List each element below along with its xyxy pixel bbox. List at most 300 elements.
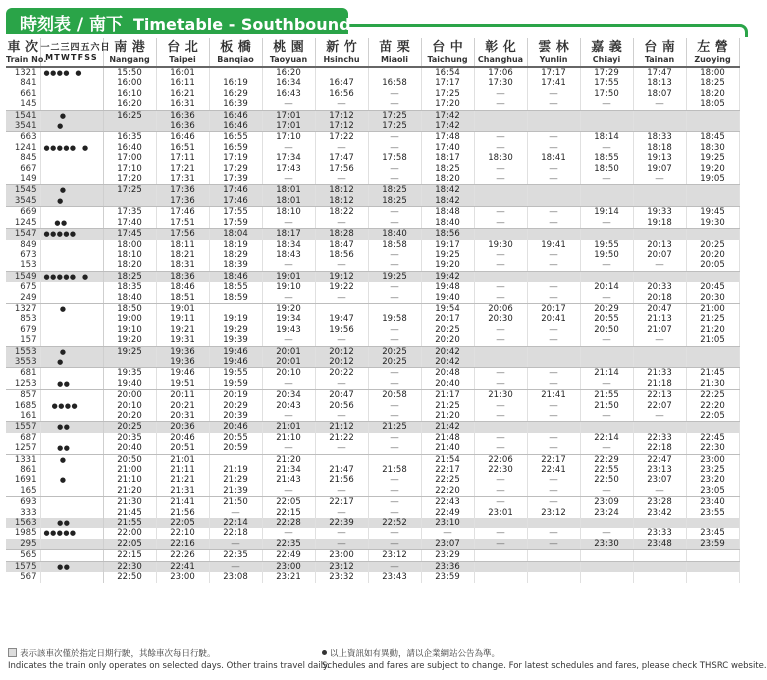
time-cell: 23:01 [474, 508, 527, 518]
time-cell: — [474, 132, 527, 143]
time-cell: 19:25 [368, 271, 421, 282]
time-cell: 17:39 [209, 174, 262, 185]
time-cell: 17:46 [209, 185, 262, 196]
operating-days: ●● [40, 561, 103, 572]
time-cell: 21:25 [368, 422, 421, 433]
train-number: 681 [6, 368, 40, 379]
time-cell: 18:46 [156, 282, 209, 292]
table-row [6, 260, 739, 271]
time-cell: — [474, 293, 527, 304]
train-number: 157 [6, 335, 40, 346]
time-cell: 18:56 [421, 229, 474, 240]
time-cell: 19:00 [103, 314, 156, 324]
train-number: 295 [6, 539, 40, 550]
time-cell: 19:41 [527, 240, 580, 250]
train-number: 849 [6, 240, 40, 250]
time-cell: 23:55 [686, 508, 739, 518]
time-cell: — [262, 260, 315, 271]
time-cell: 22:10 [156, 528, 209, 538]
time-cell: 16:20 [262, 67, 315, 78]
time-cell [686, 422, 739, 433]
time-cell: — [315, 143, 368, 153]
time-cell: — [527, 174, 580, 185]
time-cell: 22:29 [580, 454, 633, 465]
time-cell: 18:48 [421, 207, 474, 218]
time-cell: 22:05 [262, 497, 315, 508]
time-cell: 19:11 [156, 314, 209, 324]
time-cell: 21:43 [262, 475, 315, 485]
time-cell: 20:00 [103, 390, 156, 401]
time-cell: — [315, 218, 368, 229]
time-cell: 21:50 [209, 497, 262, 508]
time-cell: — [368, 164, 421, 174]
time-cell [474, 346, 527, 357]
time-cell: — [580, 293, 633, 304]
time-cell: 22:26 [156, 550, 209, 561]
time-cell: 23:40 [686, 497, 739, 508]
time-cell [527, 121, 580, 132]
time-cell: 18:01 [262, 196, 315, 207]
operating-days [40, 325, 103, 335]
time-cell: 23:12 [527, 508, 580, 518]
time-cell: 17:30 [474, 78, 527, 88]
table-row [6, 314, 739, 324]
time-cell: 20:55 [209, 433, 262, 443]
train-number: 3545 [6, 196, 40, 207]
train-number: 1685 [6, 401, 40, 411]
time-cell [580, 229, 633, 240]
time-cell: 18:33 [633, 132, 686, 143]
train-number: 567 [6, 572, 40, 582]
time-cell: 19:05 [686, 174, 739, 185]
time-cell: 17:55 [580, 78, 633, 88]
time-cell: — [527, 260, 580, 271]
time-cell [686, 110, 739, 121]
time-cell: 20:25 [368, 346, 421, 357]
time-cell: 23:00 [156, 572, 209, 582]
time-cell [580, 185, 633, 196]
time-cell: 19:10 [262, 282, 315, 292]
time-cell: 20:46 [209, 422, 262, 433]
time-cell: 20:50 [580, 325, 633, 335]
time-cell: 18:20 [421, 174, 474, 185]
time-cell: 19:01 [262, 271, 315, 282]
train-number: 333 [6, 508, 40, 518]
time-cell: 16:36 [156, 121, 209, 132]
time-cell: 20:56 [315, 401, 368, 411]
time-cell: — [368, 143, 421, 153]
time-cell: 19:54 [421, 303, 474, 314]
time-cell: 22:52 [368, 518, 421, 528]
time-cell: 20:10 [103, 401, 156, 411]
time-cell: 18:31 [156, 260, 209, 271]
time-cell [474, 271, 527, 282]
time-cell: 17:58 [368, 153, 421, 163]
operating-days: ●●●●● [40, 229, 103, 240]
table-row [6, 550, 739, 561]
time-cell: 16:01 [156, 67, 209, 78]
time-cell: 21:10 [103, 475, 156, 485]
time-cell [686, 518, 739, 528]
time-cell: 22:30 [686, 443, 739, 454]
table-row [6, 89, 739, 99]
time-cell: 17:29 [209, 164, 262, 174]
time-cell: 23:00 [315, 550, 368, 561]
time-cell: 19:33 [633, 207, 686, 218]
train-number: 149 [6, 174, 40, 185]
table-row [6, 207, 739, 218]
time-cell: 17:56 [315, 164, 368, 174]
time-cell: 19:50 [580, 250, 633, 260]
time-cell [580, 271, 633, 282]
time-cell: 23:10 [421, 518, 474, 528]
bullet-icon [322, 650, 327, 655]
time-cell: — [527, 411, 580, 422]
time-cell [368, 67, 421, 78]
time-cell: 21:39 [209, 486, 262, 497]
time-cell: — [527, 539, 580, 550]
operating-days [40, 132, 103, 143]
time-cell: 21:18 [633, 379, 686, 390]
time-cell: — [474, 282, 527, 292]
operating-days: ●●●●● ● [40, 271, 103, 282]
time-cell: — [633, 335, 686, 346]
time-cell: — [633, 411, 686, 422]
time-cell: 18:01 [262, 185, 315, 196]
time-cell: 20:17 [421, 314, 474, 324]
time-cell: 21:00 [103, 465, 156, 475]
time-cell: 20:11 [156, 390, 209, 401]
table-row [6, 67, 739, 78]
time-cell [527, 271, 580, 282]
time-cell: 23:13 [633, 465, 686, 475]
time-cell: — [368, 486, 421, 497]
table-row [6, 572, 739, 582]
time-cell: 19:51 [156, 379, 209, 390]
time-cell: 17:10 [262, 132, 315, 143]
table-row [6, 475, 739, 485]
operating-days [40, 368, 103, 379]
time-cell: — [527, 132, 580, 143]
time-cell: 22:13 [633, 390, 686, 401]
time-cell: 17:36 [156, 185, 209, 196]
train-number: 249 [6, 293, 40, 304]
time-cell: 18:46 [209, 271, 262, 282]
time-cell: 20:30 [686, 293, 739, 304]
station-header-hsinchu: 新 竹 Hsinchu [315, 38, 368, 67]
time-cell: 18:12 [315, 196, 368, 207]
time-cell: — [368, 433, 421, 443]
time-cell: 19:36 [156, 357, 209, 368]
time-cell: 17:45 [103, 229, 156, 240]
time-cell: — [474, 475, 527, 485]
time-cell: 20:07 [633, 250, 686, 260]
table-row [6, 539, 739, 550]
time-cell: — [474, 368, 527, 379]
time-cell: 19:25 [103, 346, 156, 357]
time-cell: 19:31 [156, 335, 209, 346]
time-cell: 18:12 [315, 185, 368, 196]
table-row [6, 240, 739, 250]
table-row [6, 335, 739, 346]
time-cell: 19:19 [209, 314, 262, 324]
time-cell: — [209, 539, 262, 550]
table-row [6, 303, 739, 314]
time-cell: 19:39 [209, 335, 262, 346]
time-cell: 21:20 [103, 486, 156, 497]
time-cell: — [315, 443, 368, 454]
time-cell: 19:20 [686, 164, 739, 174]
time-cell: 20:25 [686, 240, 739, 250]
time-cell: 22:18 [209, 528, 262, 538]
time-cell: — [580, 486, 633, 497]
time-cell: 23:36 [421, 561, 474, 572]
time-cell [580, 561, 633, 572]
time-cell: 19:30 [474, 240, 527, 250]
time-cell: 19:46 [209, 346, 262, 357]
train-number: 845 [6, 153, 40, 163]
time-cell: 19:40 [421, 293, 474, 304]
time-cell: — [527, 164, 580, 174]
table-row [6, 271, 739, 282]
operating-days: ●● [40, 422, 103, 433]
time-cell: 17:11 [156, 153, 209, 163]
time-cell: — [580, 335, 633, 346]
time-cell: 16:54 [421, 67, 474, 78]
time-cell [527, 572, 580, 582]
table-row [6, 561, 739, 572]
time-cell: 18:35 [103, 282, 156, 292]
time-cell: 18:50 [580, 164, 633, 174]
time-cell [474, 196, 527, 207]
time-cell: 23:29 [421, 550, 474, 561]
operating-days [40, 99, 103, 110]
time-cell: 20:25 [103, 422, 156, 433]
time-cell: 23:12 [368, 550, 421, 561]
time-cell: 21:54 [421, 454, 474, 465]
time-cell: — [580, 411, 633, 422]
time-cell: 18:25 [686, 78, 739, 88]
time-cell: 22:17 [527, 454, 580, 465]
time-cell: 21:29 [209, 475, 262, 485]
time-cell: 22:49 [262, 550, 315, 561]
time-cell: — [580, 218, 633, 229]
time-cell [686, 229, 739, 240]
time-cell: 16:36 [156, 110, 209, 121]
time-cell: 17:47 [633, 67, 686, 78]
time-cell: 18:25 [368, 185, 421, 196]
time-cell: 16:21 [156, 89, 209, 99]
time-cell: 22:50 [103, 572, 156, 582]
time-cell: 22:25 [686, 390, 739, 401]
time-cell: 21:21 [156, 475, 209, 485]
time-cell [527, 357, 580, 368]
time-cell: 16:19 [209, 78, 262, 88]
time-cell: 20:12 [315, 346, 368, 357]
table-row [6, 143, 739, 153]
time-cell: 22:00 [103, 528, 156, 538]
table-row [6, 164, 739, 174]
time-cell [633, 572, 686, 582]
time-cell [474, 572, 527, 582]
time-cell: 22:33 [633, 433, 686, 443]
time-cell: 23:30 [580, 539, 633, 550]
time-cell: 17:51 [156, 218, 209, 229]
time-cell: 20:34 [262, 390, 315, 401]
time-cell: 17:50 [580, 89, 633, 99]
time-cell: 18:07 [633, 89, 686, 99]
time-cell: 22:35 [209, 550, 262, 561]
time-cell: 20:29 [580, 303, 633, 314]
time-cell: 23:12 [315, 561, 368, 572]
time-cell: — [527, 293, 580, 304]
time-cell: 21:40 [421, 443, 474, 454]
table-row [6, 422, 739, 433]
time-cell: 20:31 [156, 411, 209, 422]
time-cell: 18:00 [103, 240, 156, 250]
time-cell: 20:47 [633, 303, 686, 314]
time-cell: 19:17 [421, 240, 474, 250]
time-cell [209, 67, 262, 78]
time-cell: 23:25 [686, 465, 739, 475]
station-header-chiayi: 嘉 義 Chiayi [580, 38, 633, 67]
time-cell: 16:40 [103, 143, 156, 153]
time-cell: 20:20 [103, 411, 156, 422]
time-cell: — [580, 260, 633, 271]
time-cell: — [368, 508, 421, 518]
operating-days [40, 282, 103, 292]
time-cell: 20:01 [262, 346, 315, 357]
table-row [6, 357, 739, 368]
time-cell: 23:00 [262, 561, 315, 572]
time-cell: 20:10 [262, 368, 315, 379]
time-cell: 19:36 [156, 346, 209, 357]
time-cell: 21:19 [209, 465, 262, 475]
time-cell [103, 357, 156, 368]
time-cell: — [368, 207, 421, 218]
table-row [6, 250, 739, 260]
time-cell: 16:59 [209, 143, 262, 153]
train-number: 1553 [6, 346, 40, 357]
time-cell: 21:10 [262, 433, 315, 443]
operating-days [40, 207, 103, 218]
time-cell: 22:06 [474, 454, 527, 465]
time-cell: 23:20 [686, 475, 739, 485]
time-cell: 20:30 [474, 314, 527, 324]
time-cell: 19:14 [580, 207, 633, 218]
time-cell: 18:19 [209, 240, 262, 250]
operating-days [40, 260, 103, 271]
time-cell: — [474, 335, 527, 346]
time-cell: 18:30 [474, 153, 527, 163]
time-cell: 17:31 [156, 174, 209, 185]
time-cell: 22:47 [633, 454, 686, 465]
time-cell: 16:20 [103, 99, 156, 110]
time-cell: 17:35 [103, 207, 156, 218]
train-number: 1321 [6, 67, 40, 78]
time-cell: 20:47 [315, 390, 368, 401]
time-cell: 18:40 [103, 293, 156, 304]
table-row [6, 518, 739, 528]
time-cell: 18:55 [580, 153, 633, 163]
time-cell [474, 229, 527, 240]
time-cell: 17:17 [527, 67, 580, 78]
title-bar [0, 0, 745, 35]
time-cell: — [368, 401, 421, 411]
time-cell [368, 303, 421, 314]
station-header-taoyuan: 桃 園 Taoyuan [262, 38, 315, 67]
time-cell: — [368, 497, 421, 508]
time-cell [527, 346, 580, 357]
train-number: 1245 [6, 218, 40, 229]
time-cell: — [262, 99, 315, 110]
table-row [6, 368, 739, 379]
time-cell: 19:01 [156, 303, 209, 314]
time-cell: 22:17 [315, 497, 368, 508]
time-cell: 23:42 [633, 508, 686, 518]
title-zh: 時刻表 / 南下 [20, 15, 124, 35]
time-cell: 20:59 [209, 443, 262, 454]
time-cell: — [368, 528, 421, 538]
table-row [6, 132, 739, 143]
time-cell [474, 121, 527, 132]
time-cell: — [474, 325, 527, 335]
time-cell: 17:55 [209, 207, 262, 218]
time-cell: 21:48 [421, 433, 474, 443]
operating-days [40, 411, 103, 422]
time-cell: 21:17 [421, 390, 474, 401]
time-cell: 23:07 [421, 539, 474, 550]
table-row [6, 229, 739, 240]
operating-days: ● [40, 121, 103, 132]
operating-days [40, 486, 103, 497]
train-number: 857 [6, 390, 40, 401]
time-cell: 20:40 [421, 379, 474, 390]
time-cell [474, 110, 527, 121]
train-number: 675 [6, 282, 40, 292]
time-cell: 17:59 [209, 218, 262, 229]
station-header-changhua: 彰 化 Changhua [474, 38, 527, 67]
time-cell: — [527, 379, 580, 390]
train-number: 161 [6, 411, 40, 422]
time-cell: 19:40 [103, 379, 156, 390]
time-cell: 19:10 [103, 325, 156, 335]
time-cell: 23:59 [421, 572, 474, 582]
operating-days [40, 572, 103, 582]
time-cell: 16:58 [368, 78, 421, 88]
time-cell: 20:05 [686, 260, 739, 271]
time-cell: 23:24 [580, 508, 633, 518]
table-row [6, 174, 739, 185]
train-number: 841 [6, 78, 40, 88]
time-cell: 16:00 [103, 78, 156, 88]
time-cell: 19:20 [103, 335, 156, 346]
time-cell: 16:39 [209, 99, 262, 110]
time-cell: 20:33 [633, 282, 686, 292]
table-row [6, 99, 739, 110]
time-cell: 19:34 [262, 314, 315, 324]
time-cell: 18:40 [421, 218, 474, 229]
time-cell: 20:35 [103, 433, 156, 443]
time-cell [103, 196, 156, 207]
table-row [6, 411, 739, 422]
train-number: 663 [6, 132, 40, 143]
table-row [6, 465, 739, 475]
train-number: 153 [6, 260, 40, 271]
train-number: 687 [6, 433, 40, 443]
time-cell [527, 110, 580, 121]
time-cell: 18:17 [421, 153, 474, 163]
